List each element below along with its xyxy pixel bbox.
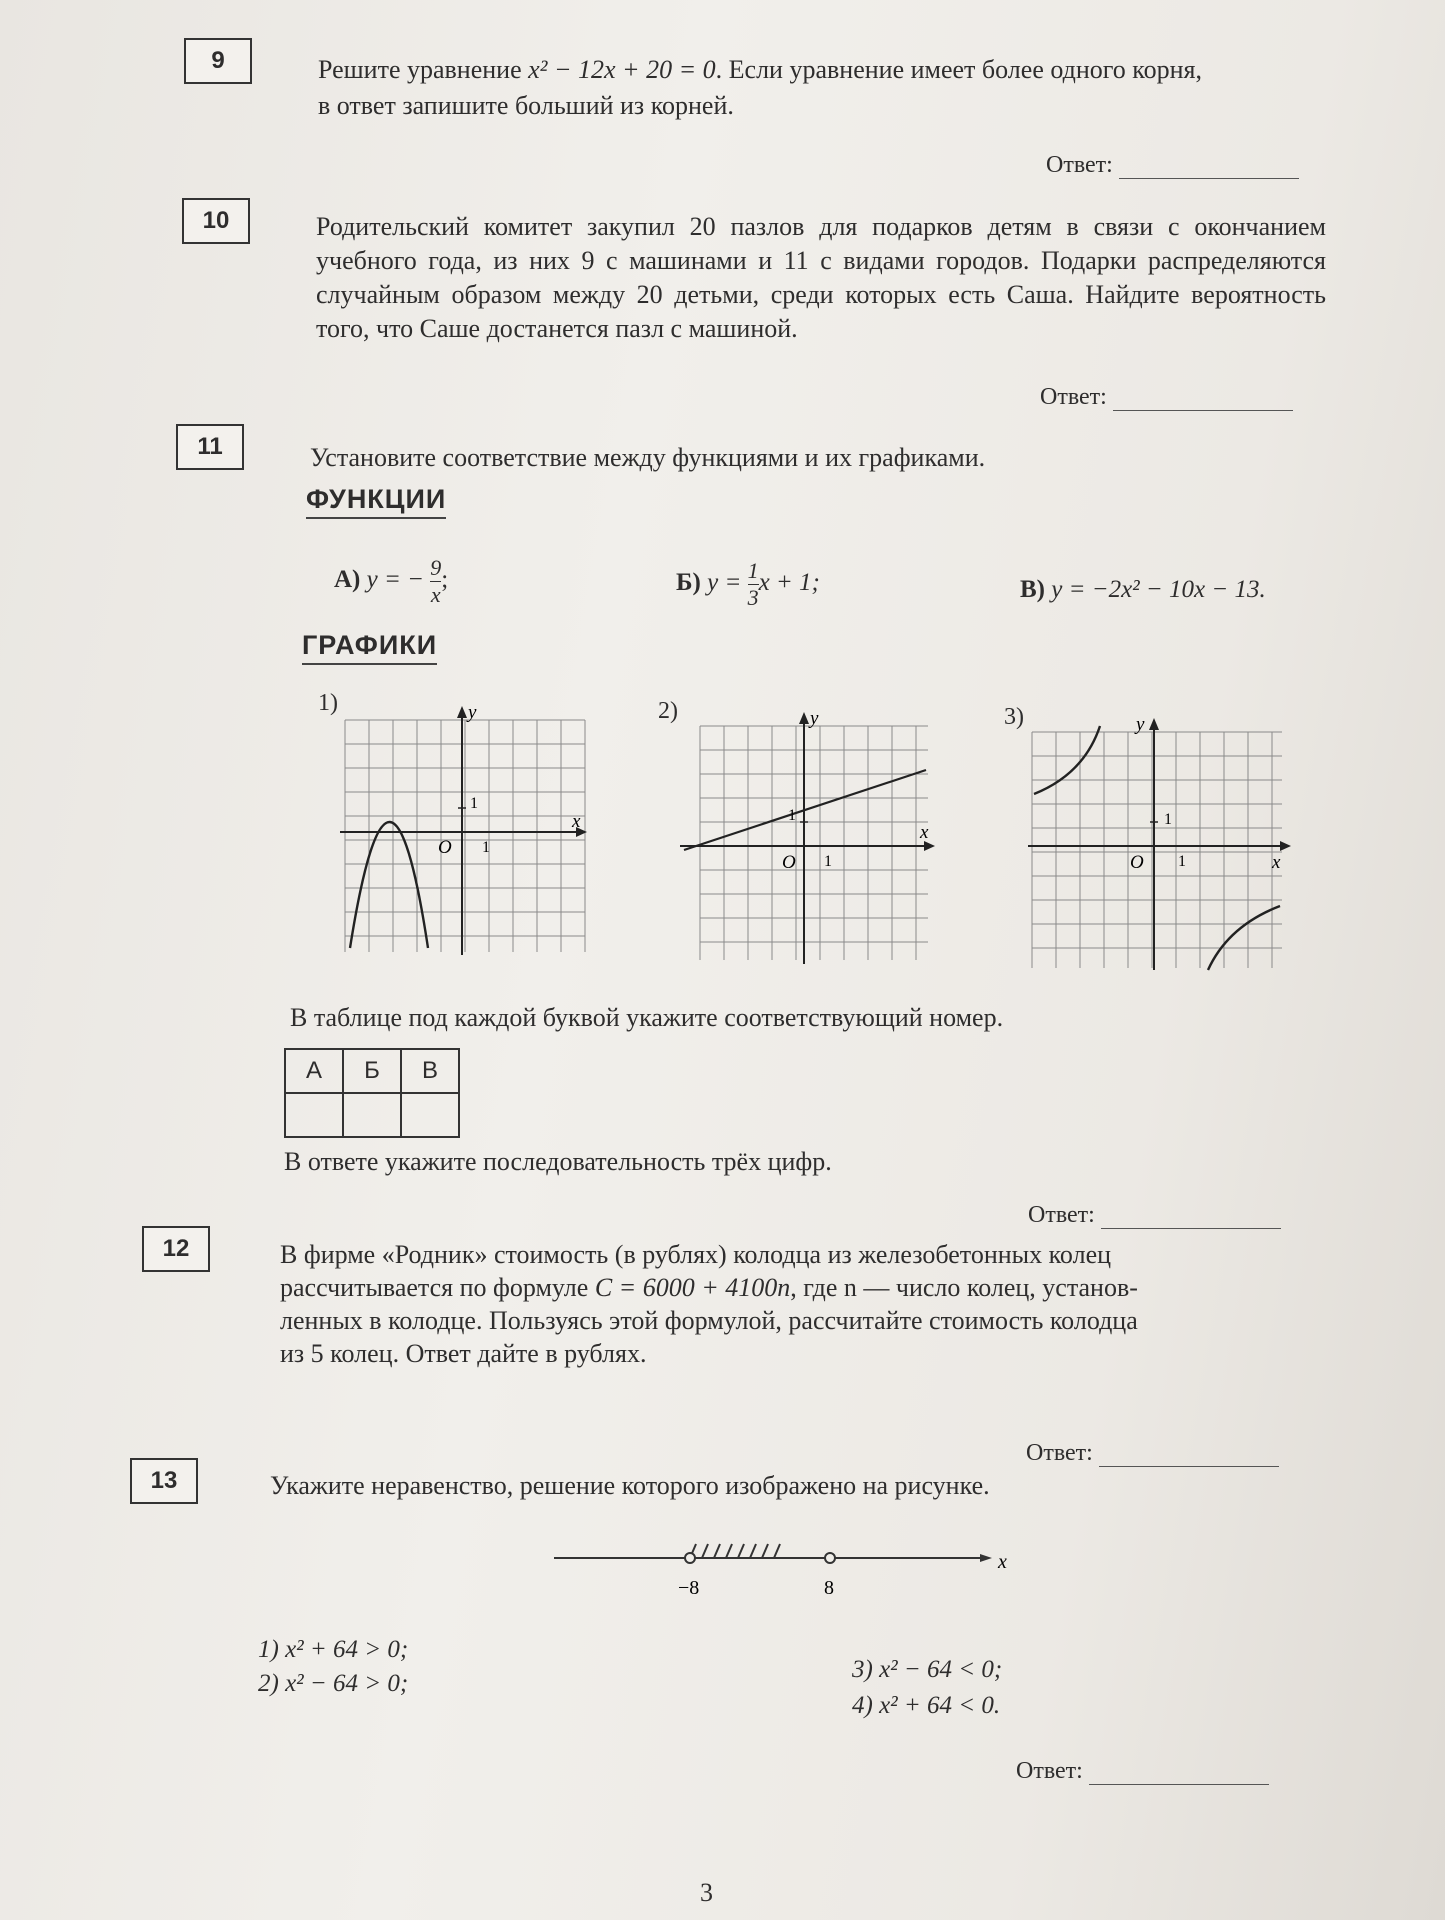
unit-x-label: 1 (1178, 853, 1186, 870)
point-right-label: 8 (824, 1577, 834, 1599)
function-v (1020, 576, 1266, 604)
axis-x-label: x (1272, 852, 1281, 873)
task-number-10: 10 (182, 198, 250, 244)
table-header-v: В (401, 1049, 459, 1093)
task-11-answer[interactable] (1028, 1202, 1281, 1229)
table-cell-v[interactable] (401, 1093, 459, 1137)
axis-y-label: y (1136, 714, 1145, 735)
task-11-intro: Установите соответствие между функциями и их графиками. (310, 443, 986, 472)
table-header-b: Б (343, 1049, 401, 1093)
function-b (676, 558, 820, 611)
answer-field[interactable] (1113, 386, 1293, 411)
number-line (550, 1538, 1030, 1608)
answer-label: Ответ: (1046, 152, 1113, 178)
task-12-line2-pre: рассчитывается по формуле (280, 1273, 595, 1302)
table-cell-b[interactable] (343, 1093, 401, 1137)
unit-y-label: 1 (788, 807, 796, 824)
function-a-fraction (430, 555, 441, 608)
unit-x-label: 1 (482, 839, 490, 856)
task-number-9: 9 (184, 38, 252, 84)
fraction-denominator: x (430, 582, 441, 607)
task-12-line3: ленных в колодце. Пользуясь этой формулой, рассчитайте стоимость колодца (280, 1306, 1138, 1335)
hatching (690, 1544, 780, 1558)
axis-y-label: y (810, 708, 819, 729)
unit-y-label: 1 (470, 795, 478, 812)
option-1[interactable]: 1) x² + 64 > 0; (258, 1636, 409, 1663)
task-9-text-pre: Решите уравнение (318, 55, 529, 84)
table-cell-a[interactable] (285, 1093, 343, 1137)
task-12-text (280, 1238, 1310, 1370)
task-number-12: 12 (142, 1226, 210, 1272)
function-a (334, 555, 448, 608)
fraction-numerator: 1 (747, 558, 759, 583)
option-4[interactable]: 4) x² + 64 < 0. (852, 1692, 1001, 1719)
task-9-equation: x² − 12x + 20 = 0 (528, 55, 716, 84)
unit-x-label: 1 (824, 853, 832, 870)
function-a-lhs: y = − (366, 566, 424, 594)
origin-label: O (438, 837, 452, 858)
answer-field[interactable] (1089, 1760, 1269, 1785)
function-b-rest: x + 1; (758, 569, 820, 597)
open-point-left (685, 1553, 695, 1563)
task-10-answer[interactable] (1040, 384, 1293, 411)
task-12-line4: из 5 колец. Ответ дайте в рублях. (280, 1339, 647, 1368)
function-b-lhs: y = (707, 569, 742, 597)
answer-field[interactable] (1099, 1442, 1279, 1467)
task-number-11: 11 (176, 424, 244, 470)
graph-2 (680, 708, 940, 970)
graph-2-label: 2) (658, 698, 678, 724)
task-9-text (318, 52, 1328, 124)
function-a-label: А) (334, 566, 361, 594)
task-12-line2-post: , где n — число колец, установ- (790, 1273, 1138, 1302)
graph-3-label: 3) (1004, 704, 1024, 730)
task-number-13: 13 (130, 1458, 198, 1504)
answer-label: Ответ: (1026, 1440, 1093, 1466)
task-10-text: Родительский комитет закупил 20 пазлов для подарков детям в связи с окончанием учебного года, из них 9 с машинами и 11 с видами городов. Подарки распределяются случайным образом между 20 детьми, среди которых есть Саша. Найдите вероятность того, что Саше достанется пазл с машиной. (316, 212, 1326, 343)
answer-field[interactable] (1119, 154, 1299, 179)
unit-y-label: 1 (1164, 811, 1172, 828)
functions-header: ФУНКЦИИ (306, 484, 446, 519)
sequence-instruction: В ответе укажите последовательность трёх цифр. (284, 1147, 832, 1176)
graph-1-label: 1) (318, 690, 338, 716)
fraction-numerator: 9 (430, 555, 442, 580)
answer-label: Ответ: (1028, 1202, 1095, 1228)
answer-label: Ответ: (1040, 384, 1107, 410)
function-v-label: В) (1020, 576, 1045, 603)
axis-x-label: x (920, 822, 929, 843)
task-12-line1: В фирме «Родник» стоимость (в рублях) колодца из железобетонных колец (280, 1240, 1112, 1269)
function-b-fraction (748, 558, 759, 611)
origin-label: O (1130, 852, 1144, 873)
graph-1 (340, 700, 590, 960)
fraction-denominator: 3 (747, 585, 759, 610)
answer-field[interactable] (1101, 1204, 1281, 1229)
task-12-answer[interactable] (1026, 1440, 1279, 1467)
axis-y-label: y (468, 702, 477, 723)
answer-label: Ответ: (1016, 1758, 1083, 1784)
graph-3 (1024, 712, 1294, 972)
table-header-a: А (285, 1049, 343, 1093)
open-point-right (825, 1553, 835, 1563)
graphs-header: ГРАФИКИ (302, 630, 437, 665)
task-12-formula: C = 6000 + 4100n (594, 1273, 791, 1302)
page-number: 3 (700, 1878, 713, 1907)
axis-x-label: x (572, 811, 581, 832)
origin-label: O (782, 852, 796, 873)
task-9-text-line2: в ответ запишите больший из корней. (318, 91, 734, 120)
task-13-answer[interactable] (1016, 1758, 1269, 1785)
function-v-formula: y = −2x² − 10x − 13. (1051, 576, 1266, 603)
function-a-end: ; (441, 566, 449, 594)
function-b-label: Б) (676, 569, 701, 597)
axis-x-label: x (998, 1551, 1007, 1573)
task-9-text-post: . Если уравнение имеет более одного корня, (715, 55, 1202, 84)
answer-table (284, 1048, 460, 1138)
task-9-answer[interactable] (1046, 152, 1299, 179)
option-2[interactable]: 2) x² − 64 > 0; (258, 1670, 409, 1697)
option-3[interactable]: 3) x² − 64 < 0; (852, 1656, 1003, 1683)
point-left-label: −8 (678, 1577, 700, 1599)
table-instruction: В таблице под каждой буквой укажите соответствующий номер. (290, 1003, 1004, 1032)
task-13-intro: Укажите неравенство, решение которого изображено на рисунке. (270, 1471, 990, 1500)
